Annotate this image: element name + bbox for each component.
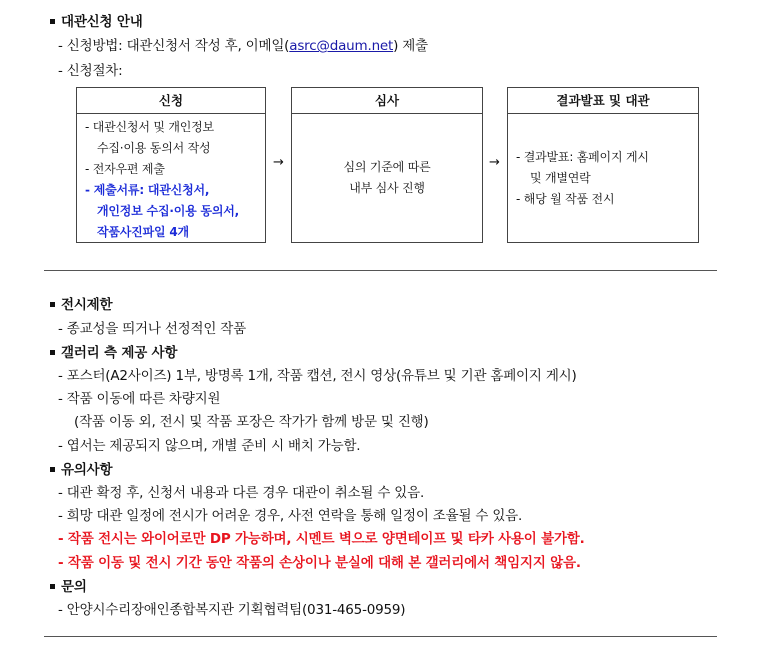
step-result-header: 결과발표 및 대관 [508, 88, 698, 114]
step-apply-line: - 전자우편 제출 [85, 162, 165, 176]
step-review-line: 심의 기준에 따른 [343, 160, 431, 174]
contact-item: - 안양시수리장애인종합복지관 기획협력팀(031-465-0959) [58, 602, 406, 618]
notes-item-warning: - 작품 전시는 와이어로만 DP 가능하며, 시멘트 벽으로 양면테이프 및 타카 사용이 불가함. [58, 531, 585, 547]
application-method: - 신청방법: 대관신청서 작성 후, 이메일(asrc@daum.net) 제출 [58, 38, 428, 54]
step-result-line: - 결과발표: 홈페이지 게시 [516, 150, 649, 164]
gallery-item-note: (작품 이동 외, 전시 및 작품 포장은 작가가 함께 방문 및 진행) [74, 414, 429, 430]
bullet-icon [50, 584, 55, 589]
bullet-icon [50, 350, 55, 355]
step-result-line: 및 개별연락 [530, 171, 591, 185]
step-apply-line: 수집·이용 동의서 작성 [97, 141, 211, 155]
step-apply-docs-line: 작품사진파일 4개 [97, 225, 189, 239]
step-review-box [291, 87, 483, 243]
email-link[interactable]: asrc@daum.net [289, 38, 394, 54]
arrow-right-icon: → [273, 155, 284, 170]
notes-item: - 대관 확정 후, 신청서 내용과 다른 경우 대관이 취소될 수 있음. [58, 485, 425, 501]
restriction-heading: 전시제한 [50, 293, 112, 313]
notes-item-warning: - 작품 이동 및 전시 기간 동안 작품의 손상이나 분실에 대해 본 갤러리에서 책임지지 않음. [58, 555, 581, 571]
notes-item: - 희망 대관 일정에 전시가 어려운 경우, 사전 연락을 통해 일정이 조율될 수 있음. [58, 508, 523, 524]
step-review-line: 내부 심사 진행 [349, 181, 425, 195]
application-heading: 대관신청 안내 [50, 10, 143, 30]
gallery-item: - 포스터(A2사이즈) 1부, 방명록 1개, 작품 캡션, 전시 영상(유튜브 및 기관 홈페이지 게시) [58, 368, 577, 384]
step-apply-docs-line: 개인정보 수집·이용 동의서, [97, 204, 239, 218]
step-result-line: - 해당 월 작품 전시 [516, 192, 615, 206]
step-result-box [507, 87, 699, 243]
step-review-header: 심사 [292, 88, 482, 114]
arrow-right-icon: → [489, 155, 500, 170]
gallery-item: - 엽서는 제공되지 않으며, 개별 준비 시 배치 가능함. [58, 438, 361, 454]
contact-heading: 문의 [50, 575, 87, 595]
restriction-item: - 종교성을 띄거나 선정적인 작품 [58, 321, 246, 337]
bullet-icon [50, 467, 55, 472]
step-apply-header: 신청 [77, 88, 265, 114]
step-apply-docs-line: - 제출서류: 대관신청서, [85, 183, 210, 197]
step-apply-line: - 대관신청서 및 개인정보 [85, 120, 214, 134]
gallery-item: - 작품 이동에 따른 차량지원 [58, 391, 221, 407]
procedure-label: - 신청절차: [58, 63, 123, 79]
bullet-icon [50, 302, 55, 307]
divider [44, 636, 717, 637]
step-apply-box [76, 87, 266, 243]
gallery-heading: 갤러리 측 제공 사항 [50, 341, 177, 361]
bullet-icon [50, 19, 55, 24]
notes-heading: 유의사항 [50, 458, 112, 478]
divider [44, 270, 717, 271]
